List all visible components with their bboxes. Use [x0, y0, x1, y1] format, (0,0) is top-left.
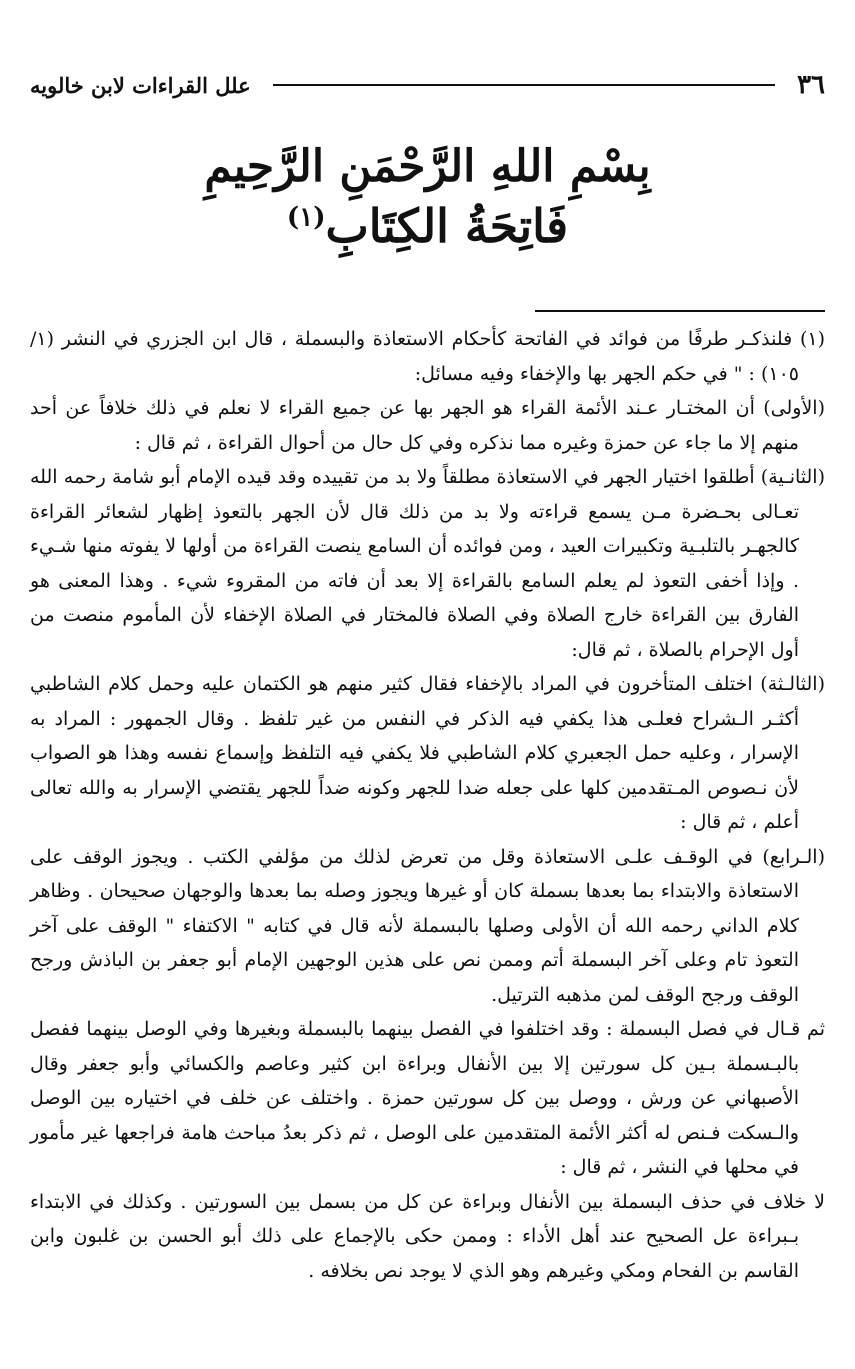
page-header: [30, 60, 825, 110]
footnote-separator: [535, 310, 825, 312]
footnote-paragraph: (١) فلنذكـر طرفًا من فوائد في الفاتحة كأحكام الاستعاذة والبسملة ، قال ابن الجزري في النشر (١/ ١٠٥) : " في حكم الجهر بها والإخفاء وفيه مسائل:: [30, 328, 825, 385]
surah-title-text: فَاتِحَةُ الكِتَابِ: [325, 199, 569, 254]
footnote-paragraph: (الأولى) أن المختـار عـند الأئمة القراء هو الجهر بها عن جميع القراء لا نعلم في ذلك خلافاً عن أحد منهم إلا ما جاء عن حمزة وغيره مما نذكره وفي كل حال من أحوال القراءة ، ثم قال :: [30, 397, 825, 454]
book-page: [30, 60, 825, 1350]
footnote-paragraph: (الثانـية) أطلقوا اختيار الجهر في الاستعاذة مطلقاً ولا بد من تقييده وقد قيده الإمام أبو شامة رحمه الله تعـالى بحـضرة مـن يسمع قراءته ولا بد من ذلك قال لأن الجهر بالتعوذ إظهار لشعائر القراءة كالجهـر بالتلبـية وتكبيرات العيد ، ومن فوائده أن السامع ينصت القراءة من أولها لا يفوته منها شـيء . وإذا أخفى التعوذ لم يعلم السامع بالقراءة إلا بعد أن فاته من المقروء شيء . وهذا المعنى هو الفارق بين القراءة خارج الصلاة وفي الصلاة فالمختار في الصلاة الإخفاء لأن المأموم منصت من أول الإحرام بالصلاة ، ثم قال:: [30, 466, 825, 661]
page-number: ٣٦: [797, 70, 825, 100]
header-rule: [273, 84, 775, 86]
basmala-heading: بِسْمِ اللهِ الرَّحْمَنِ الرَّحِيمِ: [204, 141, 651, 192]
footnote-paragraph: (الـرابع) في الوقـف علـى الاستعاذة وقل من تعرض لذلك من مؤلفي الكتب . ويجوز الوقف على الاستعاذة والابتداء بما بعدها بسملة كان أو غيرها ويجوز وصله بما بعدها والوجهان صحيحان . وظاهر كلام الداني رحمه الله أن الأولى وصلها بالبسملة لأنه قال في كتابه " الاكتفاء " الوقف على آخر التعوذ تام وعلى آخر البسملة أتم وممن نص على هذين الوجهين الإمام أبو جعفر بن الباذش ورجح الوقف ورجح الوقف لمن مذهبه الترتيل.: [30, 845, 825, 1006]
footnote-paragraph: ثم قـال في فصل البسملة : وقد اختلفوا في الفصل بينهما بالبسملة وبغيرها وفي الوصل بينهما ففصل بالبـسملة بـين كل سورتين إلا بين الأنفال وبراءة ابن كثير وعاصم والكسائي وأبو جعفر وقال الأصبهاني عن ورش ، ووصل بين كل سورتين حمزة . واختلف عن خلف في اختياره بين الوصل والـسكت فـنص له أكثر الأئمة المتقدمين على الوصل ، ثم ذكر بعدُ مباحث هامة فراجعها غير مأمور في محلها في النشر ، ثم قال :: [30, 1018, 825, 1178]
footnote-marker: (١): [286, 202, 326, 233]
footnotes: [30, 322, 825, 1288]
surah-title: [30, 197, 825, 257]
footnote-paragraph: لا خلاف في حذف البسملة بين الأنفال وبراءة عن كل من بسمل بين السورتين . وكذلك في الابتداء بـبراءة عل الصحيح عند أهل الأداء : وممن حكى بالإجماع على ذلك أبو الحسن بن غلبون وابن القاسم بن الفحام ومكي وغيرهم وهو الذي لا يوجد نص بخلافه .: [30, 1190, 825, 1282]
footnote-paragraph: (الثالـثة) اختلف المتأخرون في المراد بالإخفاء فقال كثير منهم هو الكتمان عليه وحمل كلام الشاطبي أكثـر الـشراح فعلـى هذا يكفي فيه الذكر في النفس من غير تلفظ . وقال الجمهور : المراد به الإسرار ، وعليه حمل الجعبري كلام الشاطبي فلا يكفي فيه التلفظ وإسماع نفسه وهذا هو الصواب لأن نـصوص المـتقدمين كلها على جعله ضدا للجهر وكونه ضداً للجهر يقتضي الإسرار به والله تعالى أعلم ، ثم قال :: [30, 673, 825, 833]
running-title: علل القراءات لابن خالويه: [30, 72, 251, 98]
